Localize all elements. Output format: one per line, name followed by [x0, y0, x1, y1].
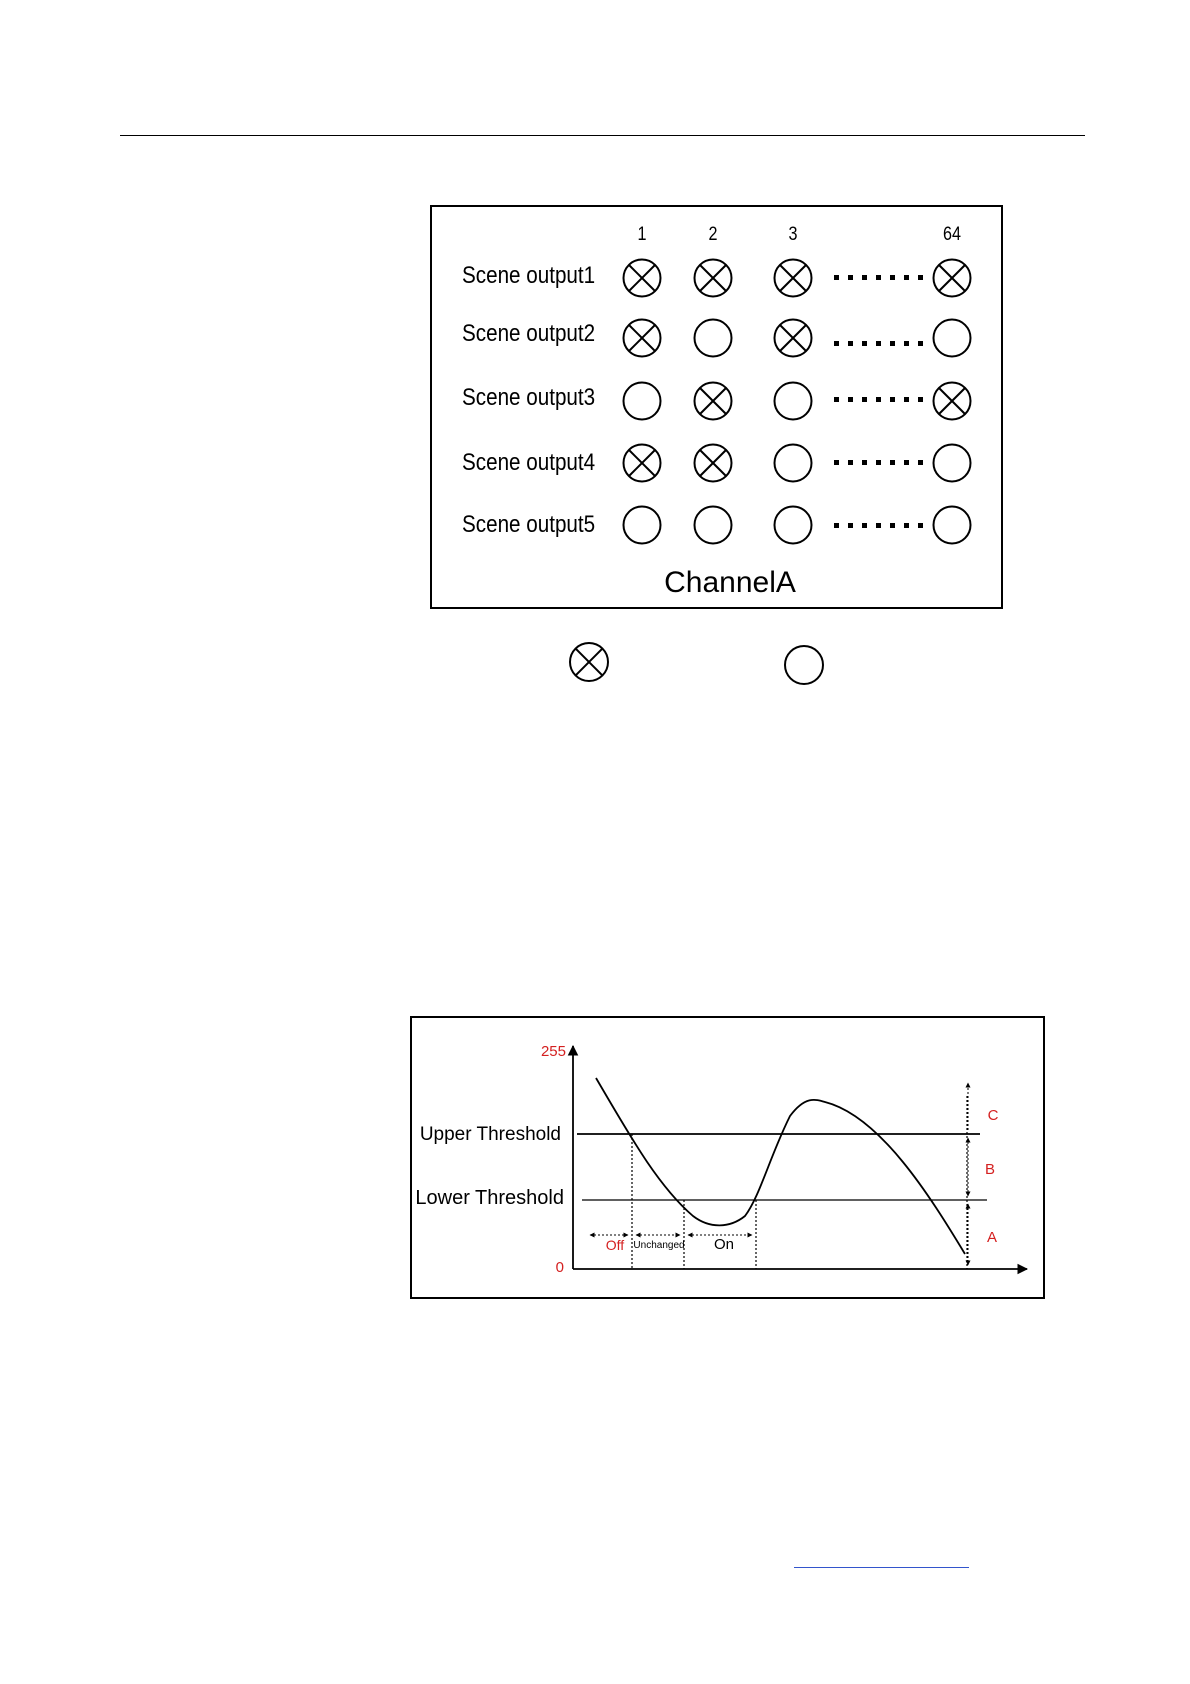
column-number-64: 64 — [943, 224, 961, 245]
ellipsis-dots — [834, 397, 924, 402]
empty-circle-icon — [773, 505, 813, 545]
y-min-label: 0 — [555, 1259, 564, 1276]
zone-a-label: A — [986, 1229, 998, 1246]
ellipsis-dots — [834, 460, 924, 465]
ellipsis-dots — [834, 275, 924, 280]
column-number-2: 2 — [708, 224, 718, 245]
signal-curve — [596, 1078, 965, 1254]
empty-circle-icon — [932, 505, 972, 545]
empty-circle-icon — [783, 644, 825, 686]
crossed-circle-icon — [693, 381, 733, 421]
on-label: On — [713, 1236, 735, 1253]
zone-b-label: B — [984, 1161, 996, 1178]
unchanged-label: Unchanged — [633, 1240, 685, 1251]
scene-output-2-label: Scene output2 — [462, 320, 596, 347]
crossed-circle-icon — [568, 641, 610, 683]
lower-threshold-label: Lower Threshold — [415, 1187, 564, 1209]
footer-link-underline[interactable] — [794, 1567, 969, 1568]
column-number-1: 1 — [637, 224, 647, 245]
zone-c-label: C — [987, 1107, 999, 1124]
off-label: Off — [605, 1237, 625, 1253]
crossed-circle-icon — [693, 258, 733, 298]
empty-circle-icon — [693, 505, 733, 545]
crossed-circle-icon — [932, 258, 972, 298]
crossed-circle-icon — [693, 443, 733, 483]
scene-output-1-label: Scene output1 — [462, 262, 596, 289]
empty-circle-icon — [693, 318, 733, 358]
upper-threshold-label: Upper Threshold — [419, 1124, 561, 1145]
empty-circle-icon — [932, 318, 972, 358]
empty-circle-icon — [773, 381, 813, 421]
scene-output-5-label: Scene output5 — [462, 511, 596, 538]
ellipsis-dots — [834, 523, 924, 528]
channel-label: ChannelA — [664, 566, 796, 599]
crossed-circle-icon — [932, 381, 972, 421]
crossed-circle-icon — [773, 258, 813, 298]
y-max-label: 255 — [540, 1043, 566, 1060]
empty-circle-icon — [773, 443, 813, 483]
scene-output-4-label: Scene output4 — [462, 449, 596, 476]
threshold-chart — [410, 1016, 1045, 1299]
header-rule — [120, 135, 1085, 136]
crossed-circle-icon — [773, 318, 813, 358]
empty-circle-icon — [622, 505, 662, 545]
empty-circle-icon — [932, 443, 972, 483]
ellipsis-dots — [834, 341, 924, 346]
empty-circle-icon — [622, 381, 662, 421]
scene-output-3-label: Scene output3 — [462, 384, 596, 411]
column-number-3: 3 — [788, 224, 798, 245]
crossed-circle-icon — [622, 258, 662, 298]
crossed-circle-icon — [622, 318, 662, 358]
crossed-circle-icon — [622, 443, 662, 483]
